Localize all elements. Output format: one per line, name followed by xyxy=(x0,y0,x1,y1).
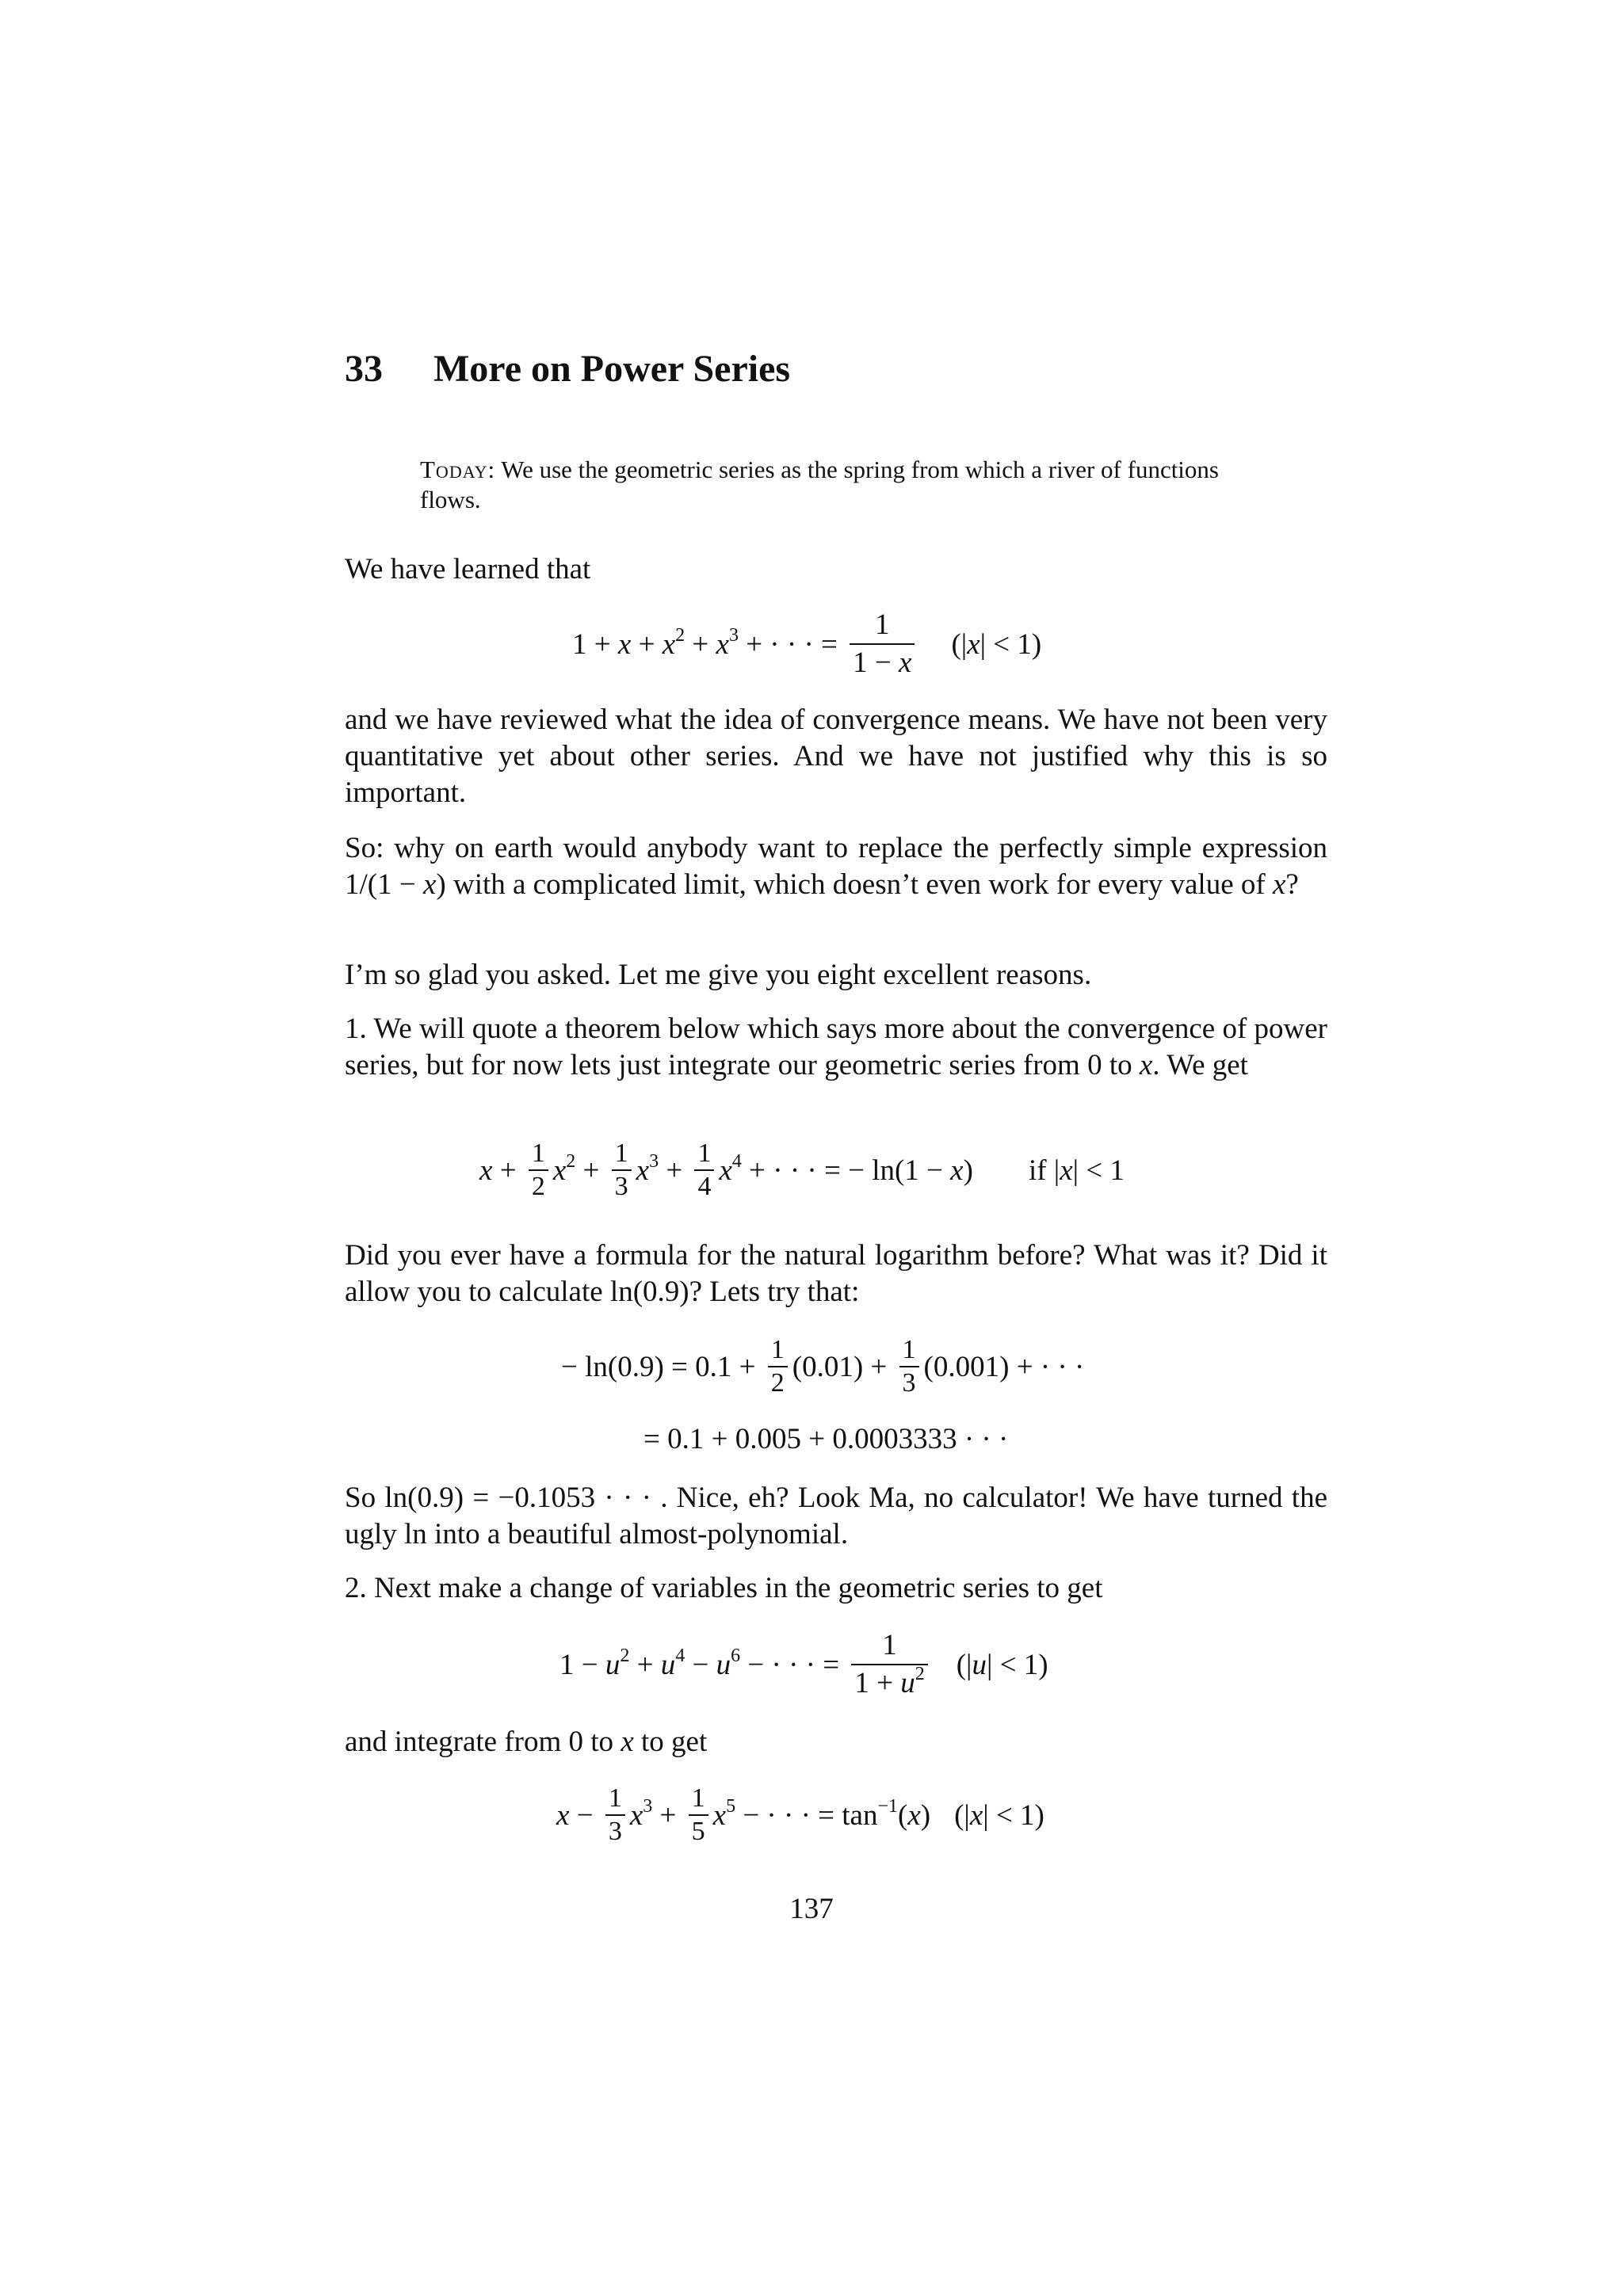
paragraph-ln09-result: So ln(0.9) = −0.1053 · · · . Nice, eh? Look Ma, no calculator! We have turned the ugly ln into a beautiful almost-polynomial. xyxy=(345,1482,1327,1550)
page-number: 137 xyxy=(789,1893,834,1925)
equation-geometric-series: $1 + x + x^2 + x^3$ + · · · = $\frac{1}{1 - x}$ (|x| < 1) xyxy=(572,608,1042,679)
paragraph-reason-2: 2. Next make a change of variables in the geometric series to get xyxy=(345,1572,1103,1604)
today-note xyxy=(420,455,1260,515)
paragraph-why: So: why on earth would anybody want to replace the perfectly simple expression 1/(1 − x) with a complicated limit, which doesn’t even work for every value of x? xyxy=(345,832,1327,901)
equation-ln09-line2: = 0.1 + 0.005 + 0.0003333 · · · xyxy=(643,1423,1009,1455)
equation-ln09-line1: − ln(0.9) = 0.1 + $\frac{1}{2}$ (0.01) + $\frac{1}{3}$ (0.001) + · · · xyxy=(561,1335,1085,1398)
paragraph-convergence: and we have reviewed what the idea of convergence means. We have not been very quantitative yet about other series. And we have not justified why this is so important. xyxy=(345,704,1327,809)
today-label: Today: xyxy=(420,456,496,483)
section-title: More on Power Series xyxy=(433,348,791,390)
today-text: We use the geometric series as the spring from which a river of functions flows. xyxy=(420,456,1219,513)
equation-log-series: x + $\frac{1}{2}$ $x^2$ + $\frac{1}{3}$ $x^3$ + $\frac{1}{4}$ $x^4$ + · · · = − ln(1 − x) if |x| < 1 xyxy=(479,1138,1125,1201)
paragraph-reasons: I’m so glad you asked. Let me give you eight excellent reasons. xyxy=(345,959,1092,991)
paragraph-natural-log: Did you ever have a formula for the natural logarithm before? What was it? Did it allow you to calculate ln(0.9)? Lets try that: xyxy=(345,1239,1327,1308)
paragraph-integrate: and integrate from 0 to x to get xyxy=(345,1726,708,1758)
equation-arctan-series: x − $\frac{1}{3}$ $x^3$ + $\frac{1}{5}$ $x^5$ − · · · = $\tan^{-1}(x)$ (|x| < 1) xyxy=(556,1783,1044,1846)
section-number: 33 xyxy=(345,348,383,390)
equation-u-series: $1 - u^2 + u^4 - u^6$ − · · · = $\frac{1}{1 + u^2}$ (|u| < 1) xyxy=(559,1629,1048,1699)
paragraph-reason-1: 1. We will quote a theorem below which says more about the convergence of power series, but for now lets just integrate our geometric series from 0 to x. We get xyxy=(345,1013,1327,1081)
section-heading xyxy=(345,347,790,391)
paragraph-learned: We have learned that xyxy=(345,553,591,585)
